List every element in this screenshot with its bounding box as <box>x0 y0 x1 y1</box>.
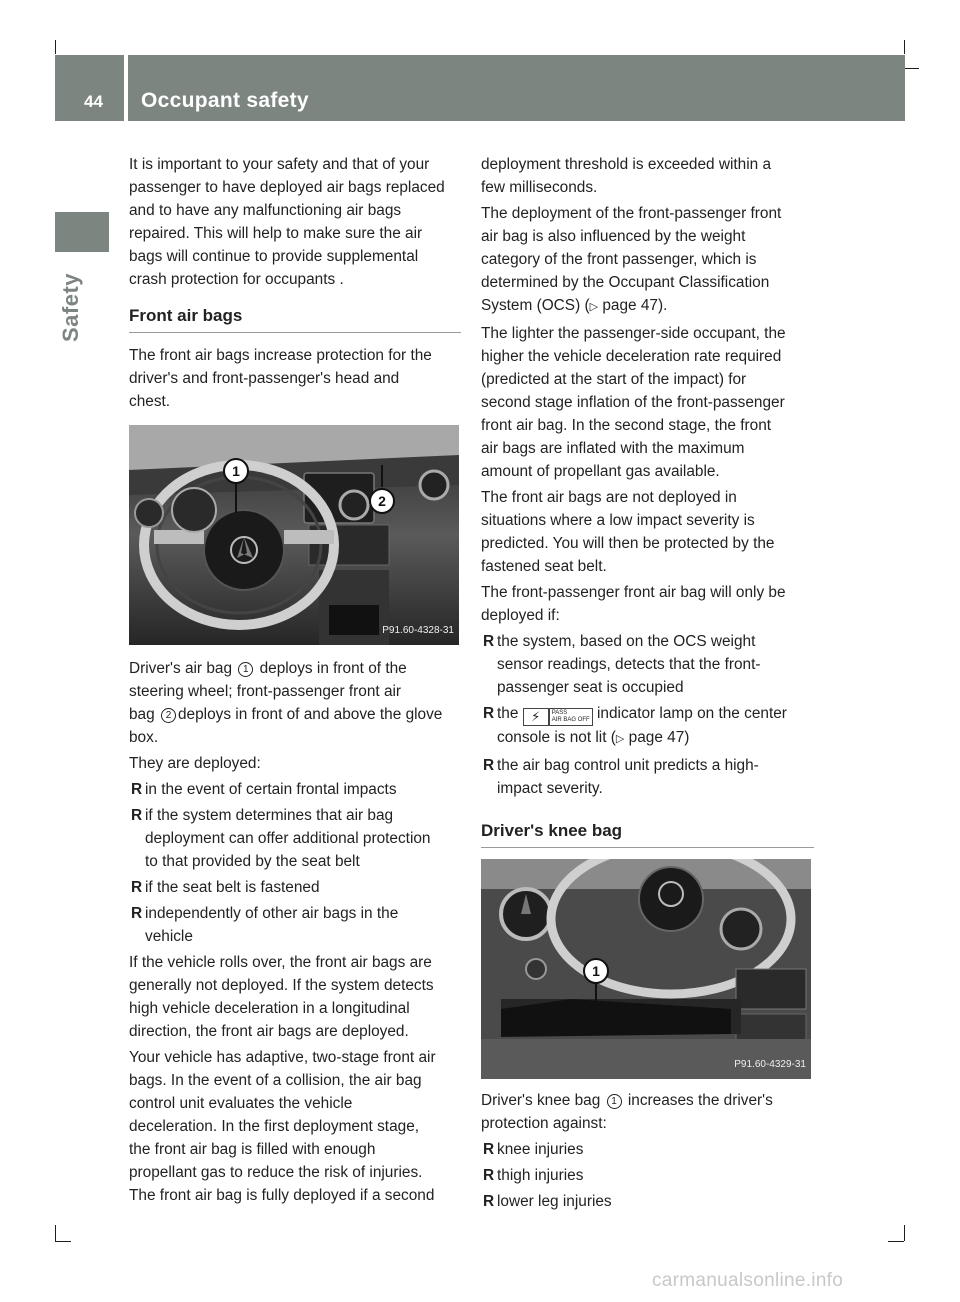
list-item <box>129 902 461 948</box>
text-line: It is important to your safety and that of your <box>129 156 430 173</box>
text-line <box>129 657 461 680</box>
text-line: crash protection for occupants . <box>129 271 344 288</box>
watermark[interactable]: carmanualsonline.info <box>652 1270 844 1291</box>
list-item <box>129 804 461 873</box>
text-line <box>481 1089 814 1112</box>
front-air-bags-caption <box>129 657 461 749</box>
text-line: the system, based on the OCS weight <box>497 633 756 650</box>
page-arrow-icon: ▷ <box>589 301 599 313</box>
knee-bag-heading: Driver's knee bag <box>481 820 814 848</box>
caption-text: increases the driver's <box>627 1092 773 1109</box>
text-line: if the system determines that air bag <box>145 807 394 824</box>
only-if-paragraph <box>481 581 814 627</box>
text-line: few milliseconds. <box>481 179 598 196</box>
text-line: thigh injuries <box>497 1167 584 1184</box>
side-tab-marker <box>55 212 109 252</box>
text-line: bags will continue to provide supplemental <box>129 248 419 265</box>
text-line: propellant gas to reduce the risk of injuries. <box>129 1164 423 1181</box>
callout-ref-1: 1 <box>607 1094 622 1109</box>
text-line: the front air bag is filled with enough <box>129 1141 376 1158</box>
text-line: fastened seat belt. <box>481 558 607 575</box>
text-line: passenger to have deployed air bags replaced <box>129 179 445 196</box>
callout-ref-2: 2 <box>161 708 176 723</box>
bullet-icon: R <box>131 807 143 824</box>
list-item <box>481 630 814 699</box>
text-line: control unit evaluates the vehicle <box>129 1095 353 1112</box>
text-line: amount of propellant gas available. <box>481 463 720 480</box>
text-line: Your vehicle has adaptive, two-stage front air <box>129 1049 436 1066</box>
bullet-icon: R <box>483 1193 495 1210</box>
text-line: high vehicle deceleration in a longitudinal <box>129 1000 410 1017</box>
photo-reference-code: P91.60-4329-31 <box>734 1059 806 1070</box>
text-line: deceleration. In the first deployment stage, <box>129 1118 420 1135</box>
text-line: situations where a low impact severity is <box>481 512 755 529</box>
text-line: steering wheel; front-passenger front air <box>129 683 402 700</box>
text-line: knee injuries <box>497 1141 584 1158</box>
text-line: sensor readings, detects that the front- <box>497 656 761 673</box>
intro-paragraph <box>129 153 461 291</box>
side-tab-label: Safety <box>58 272 83 342</box>
text-line: chest. <box>129 393 171 410</box>
text-line: The deployment of the front-passenger front <box>481 205 782 222</box>
caption-text: deploys in front of and above the glove <box>177 706 443 723</box>
list-item <box>481 1138 814 1161</box>
text-line: front air bag. In the second stage, the front <box>481 417 772 434</box>
text: page 47) <box>624 729 690 746</box>
page-reference-link[interactable] <box>481 294 814 319</box>
bullet-icon: R <box>483 705 495 722</box>
right-column <box>481 153 814 1216</box>
threshold-paragraph <box>481 153 814 199</box>
text-line: if the seat belt is fastened <box>145 879 320 896</box>
text-line: deployment threshold is exceeded within a <box>481 156 772 173</box>
page-arrow-icon: ▷ <box>615 733 625 745</box>
text-line <box>497 702 814 726</box>
list-item <box>481 702 814 751</box>
crop-mark <box>888 1241 904 1242</box>
section-title: Occupant safety <box>141 89 309 112</box>
adaptive-paragraph <box>129 1046 461 1207</box>
page-number: 44 <box>84 92 103 111</box>
left-column <box>129 153 461 1210</box>
lighter-occupant-paragraph <box>481 322 814 483</box>
text-line: impact severity. <box>497 780 603 797</box>
bullet-icon: R <box>131 905 143 922</box>
crop-mark <box>904 1225 905 1241</box>
text-line: protection against: <box>481 1115 607 1132</box>
text-line: vehicle <box>145 928 193 945</box>
list-item <box>481 1190 814 1213</box>
text-line: The front air bags are not deployed in <box>481 489 737 506</box>
text-line: and to have any malfunctioning air bags <box>129 202 402 219</box>
text-line: category of the front passenger, which is <box>481 251 757 268</box>
text-line: predicted. You will then be protected by the <box>481 535 775 552</box>
text-line <box>129 703 461 726</box>
caption-text: deploys in front of the <box>259 660 407 677</box>
text-line: air bag is also influenced by the weight <box>481 228 746 245</box>
text-line: second stage inflation of the front-passenger <box>481 394 785 411</box>
text-line: box. <box>129 729 159 746</box>
caption-text: Driver's air bag <box>129 660 233 677</box>
header-divider <box>124 55 128 121</box>
crop-mark <box>55 1241 71 1242</box>
text-line: The front air bag is fully deployed if a second <box>129 1187 435 1204</box>
front-air-bags-heading: Front air bags <box>129 305 461 333</box>
text-line: passenger seat is occupied <box>497 679 684 696</box>
ocs-paragraph <box>481 202 814 319</box>
list-item <box>481 1164 814 1187</box>
text-line: independently of other air bags in the <box>145 905 399 922</box>
bullet-icon: R <box>483 1141 495 1158</box>
text: console is not lit ( <box>497 729 616 746</box>
indicator-label: PASS <box>551 710 568 716</box>
text-line: The lighter the passenger-side occupant, the <box>481 325 786 342</box>
text: indicator lamp on the center <box>596 705 787 722</box>
text-line: driver's and front-passenger's head and <box>129 370 400 387</box>
text-line: generally not deployed. If the system detects <box>129 977 434 994</box>
text: page 47). <box>598 297 668 314</box>
crop-mark <box>55 40 56 54</box>
knee-bag-photo <box>481 859 811 1079</box>
page-reference-link[interactable] <box>497 726 814 751</box>
text-line: in the event of certain frontal impacts <box>145 781 397 798</box>
list-item <box>129 876 461 899</box>
text-line: bags. In the event of a collision, the air bag <box>129 1072 422 1089</box>
list-item <box>481 754 814 800</box>
text: the <box>497 705 519 722</box>
text-line: If the vehicle rolls over, the front air bags are <box>129 954 432 971</box>
text-line: lower leg injuries <box>497 1193 612 1210</box>
callout-1: 1 <box>592 963 600 979</box>
crop-mark <box>55 1225 56 1241</box>
text-line: The front-passenger front air bag will only be <box>481 584 786 601</box>
knee-bag-caption <box>481 1089 814 1135</box>
front-air-bags-photo <box>129 425 459 645</box>
caption-text: Driver's knee bag <box>481 1092 601 1109</box>
caption-text: bag <box>129 706 155 723</box>
airbag-off-seat-icon: ⚡ <box>523 708 549 726</box>
callout-ref-1: 1 <box>238 662 253 677</box>
list-item <box>129 778 461 801</box>
text-line: air bags are inflated with the maximum <box>481 440 745 457</box>
crop-mark <box>904 40 905 54</box>
photo-reference-code: P91.60-4328-31 <box>382 625 454 636</box>
front-air-bags-description <box>129 344 461 413</box>
indicator-label: AIR BAG OFF <box>551 717 590 723</box>
text-line: The front air bags increase protection for the <box>129 347 432 364</box>
crop-mark <box>905 68 919 69</box>
bullet-icon: R <box>131 781 143 798</box>
text-line: to that provided by the seat belt <box>145 853 360 870</box>
text-line: repaired. This will help to make sure the air <box>129 225 423 242</box>
text-line: the air bag control unit predicts a high- <box>497 757 759 774</box>
not-deployed-paragraph <box>481 486 814 578</box>
callout-1: 1 <box>232 463 240 479</box>
bullet-icon: R <box>483 1167 495 1184</box>
bullet-icon: R <box>483 757 495 774</box>
text-line: higher the vehicle deceleration rate required <box>481 348 782 365</box>
callout-2: 2 <box>378 493 386 509</box>
rollover-paragraph <box>129 951 461 1043</box>
pass-airbag-off-indicator-icon <box>549 708 593 726</box>
text-line: deployed if: <box>481 607 560 624</box>
text-line: (predicted at the start of the impact) for <box>481 371 747 388</box>
text-line: direction, the front air bags are deployed. <box>129 1023 409 1040</box>
bullet-icon: R <box>131 879 143 896</box>
bullet-icon: R <box>483 633 495 650</box>
text-line: determined by the Occupant Classification <box>481 274 770 291</box>
text-line: deployment can offer additional protection <box>145 830 431 847</box>
deployed-intro: They are deployed: <box>129 755 261 772</box>
text: System (OCS) ( <box>481 297 590 314</box>
